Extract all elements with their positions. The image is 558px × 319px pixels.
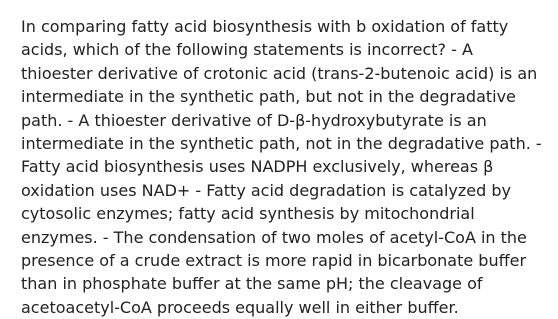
question-text: In comparing fatty acid biosynthesis with b oxidation of fatty acids, which of the following statements is incorrect? - A thioester derivative of crotonic acid (trans-2-butenoic acid) is an intermediate in the synthetic path, but not in the degradative path. - A thioester derivative of D-β-hydroxybutyrate is an intermediate in the synthetic path, not in the degradative path. - Fatty acid biosynthesis uses NADPH exclusively, whereas β oxidation uses NAD+ - Fatty acid degradation is catalyzed by cytosolic enzymes; fatty acid synthesis by mitochondrial enzymes. - The condensation of two moles of acetyl-CoA in the presence of a crude extract is more rapid in bicarbonate buffer than in phosphate buffer at the same pH; the cleavage of acetoacetyl-CoA proceeds equally well in either buffer.: [21, 17, 542, 317]
